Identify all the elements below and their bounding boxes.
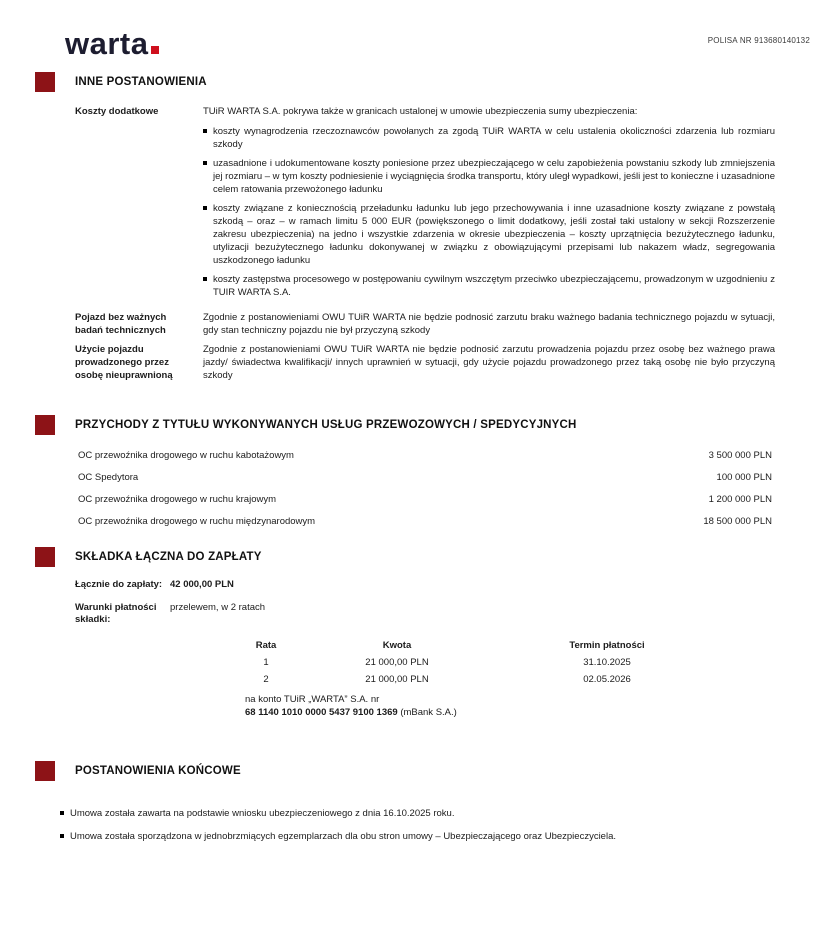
bullet-text: uzasadnione i udokumentowane koszty poniesione przez ubezpieczającego w celu zapobieżenia powstaniu szkody lub zmniejszenia jej rozmiaru – w tym koszty podniesienie i wyciągnięcia środka transportu, który uległ wypadkowi, jeśli jest to konieczne i uzasadnione celem ratowania przewożonego ładunku [213,158,775,195]
installment-cell: 1 [263,657,269,668]
section-przychody [0,415,821,528]
section-header [35,761,821,781]
koncowe-bullet-list [60,807,781,843]
row-content: Zgodnie z postanowieniami OWU TUiR WARTA nie będzie podnosić zarzutu braku ważnego badania technicznego pojazdu w sytuacji, gdy stan techniczny pojazdu nie był przyczyną szkody [203,312,775,336]
przychody-row-label: OC Spedytora [78,472,139,483]
skladka-body [75,579,821,719]
przychody-row-label: OC przewoźnika drogowego w ruchu kabotażowym [78,450,294,461]
row-pojazd-bez-badan [75,311,775,337]
bank-account-intro: na konto TUiR „WARTA” S.A. nr [245,694,380,705]
payment-terms-value: przelewem, w 2 ratach [170,602,266,613]
installment-cell: 21 000,00 PLN [365,657,429,668]
warta-logo-text: warta [65,26,149,61]
warta-logo [65,26,159,62]
section-header [35,72,821,92]
col-header-termin: Termin płatności [569,640,645,651]
red-square-marker-icon [35,761,55,781]
row-content: Zgodnie z postanowieniami OWU TUiR WARTA nie będzie podnosić zarzutu prowadzenia pojazdu przez osobę bez ważnego prawa jazdy/ świadectwa kwalifikacji/ innych uprawnień w sytuacji, gdy użycie pojazdu prowadzonego przez taką osobę nie było przyczyną szkody [203,344,775,381]
red-square-marker-icon [35,547,55,567]
red-square-marker-icon [35,72,55,92]
bullet-text: koszty wynagrodzenia rzeczoznawców powołanych za zgodą TUiR WARTA w celu ustalenia okoliczności zdarzenia lub rozmiaru szkody [213,126,775,150]
bullet-text: Umowa została zawarta na podstawie wniosku ubezpieczeniowego z dnia 16.10.2025 roku. [70,808,455,819]
square-bullet-icon [203,202,213,267]
koszty-intro: TUiR WARTA S.A. pokrywa także w granicach ustalonej w umowie ubezpieczenia sumy ubezpieczenia: [203,106,638,117]
bullet-item [60,830,781,843]
przychody-row [78,515,772,528]
przychody-row [78,471,772,484]
przychody-row-label: OC przewoźnika drogowego w ruchu międzynarodowym [78,516,316,527]
row-label: Użycie pojazdu prowadzonego przez osobę nieuprawnioną [75,344,173,381]
przychody-row-value: 3 500 000 PLN [708,450,772,461]
section-title: POSTANOWIENIA KOŃCOWE [75,765,241,777]
bullet-item [203,157,775,196]
payment-terms-label: Warunki płatności składki: [75,602,157,625]
section-title: PRZYCHODY Z TYTUŁU WYKONYWANYCH USŁUG PRZEWOZOWYCH / SPEDYCYJNYCH [75,419,577,431]
col-header-rata: Rata [255,640,277,651]
przychody-rows [78,449,772,528]
section-header [35,547,821,567]
installment-cell: 02.05.2026 [583,674,631,685]
installment-cell: 31.10.2025 [583,657,631,668]
przychody-row-value: 1 200 000 PLN [708,494,772,505]
section-header [35,415,821,435]
row-uzycie-pojazdu [75,343,775,382]
total-due-label: Łącznie do zapłaty: [75,579,163,590]
section-koncowe [0,761,821,843]
col-header-kwota: Kwota [382,640,412,651]
przychody-row [78,449,772,462]
section-title: SKŁADKA ŁĄCZNA DO ZAPŁATY [75,551,262,563]
section-inne-postanowienia [0,72,821,382]
bank-name: (mBank S.A.) [400,707,457,718]
przychody-row-label: OC przewoźnika drogowego w ruchu krajowym [78,494,276,505]
installments-header-row [235,637,717,654]
bullet-item [203,202,775,267]
bullet-item [203,125,775,151]
square-bullet-icon [203,157,213,196]
section-skladka [0,547,821,719]
policy-number: POLISA NR 913680140132 [707,36,810,45]
bullet-text: koszty zastępstwa procesowego w postępowaniu cywilnym wszczętym przeciwko ubezpieczającemu, prowadzonym w uzgodnieniu z TUIR WARTA S.A. [213,274,775,298]
warta-logo-dot-icon [151,46,159,54]
square-bullet-icon [203,273,213,299]
installment-cell: 21 000,00 PLN [365,674,429,685]
przychody-row [78,493,772,506]
bank-account-number: 68 1140 1010 0000 5437 9100 1369 [245,707,398,718]
installment-cell: 2 [263,674,269,685]
bank-account-block [245,693,821,719]
section-title: INNE POSTANOWIENIA [75,76,207,88]
document-header [0,0,821,61]
payment-terms-row [75,602,821,626]
red-square-marker-icon [35,415,55,435]
section-body [75,105,775,382]
total-due-value: 42 000,00 PLN [170,579,234,590]
total-due-row [75,579,821,591]
bullet-item [60,807,781,820]
square-bullet-icon [203,125,213,151]
przychody-row-value: 100 000 PLN [716,472,772,483]
square-bullet-icon [60,830,70,843]
row-koszty-dodatkowe [75,105,775,305]
row-label: Pojazd bez ważnych badań technicznych [75,312,167,336]
bullet-item [203,273,775,299]
bullet-text: Umowa została sporządzona w jednobrzmiących egzemplarzach dla obu stron umowy – Ubezpieczającego oraz Ubezpieczyciela. [70,831,616,842]
bullet-text: koszty związane z koniecznością przeładunku ładunku lub jego przechowywania i inne uzasadnione koszty związane z powstałą szkodą – oraz – w ramach limitu 5 000 EUR (powiększonego o limit dodatkowy, jeśli został taki ustalony w sekcji Rozszerzenie zakresu ubezpieczenia) na jedno i wszystkie zdarzenia w okresie ubezpieczenia – koszty uprzątnięcia bezużytecznego ładunku, utylizacji bezużytecznego ładunku dokonywanej w związku z obowiązującymi przepisami lub nakazem władz, segregowania uszkodzonego ładunku [213,203,775,266]
installment-row [235,654,717,671]
installments-table [235,637,717,688]
koszty-bullet-list [203,125,775,299]
row-label: Koszty dodatkowe [75,106,159,117]
bank-account-line [245,706,821,719]
przychody-row-value: 18 500 000 PLN [703,516,772,527]
square-bullet-icon [60,807,70,820]
installment-row [235,671,717,688]
row-content [203,105,775,305]
